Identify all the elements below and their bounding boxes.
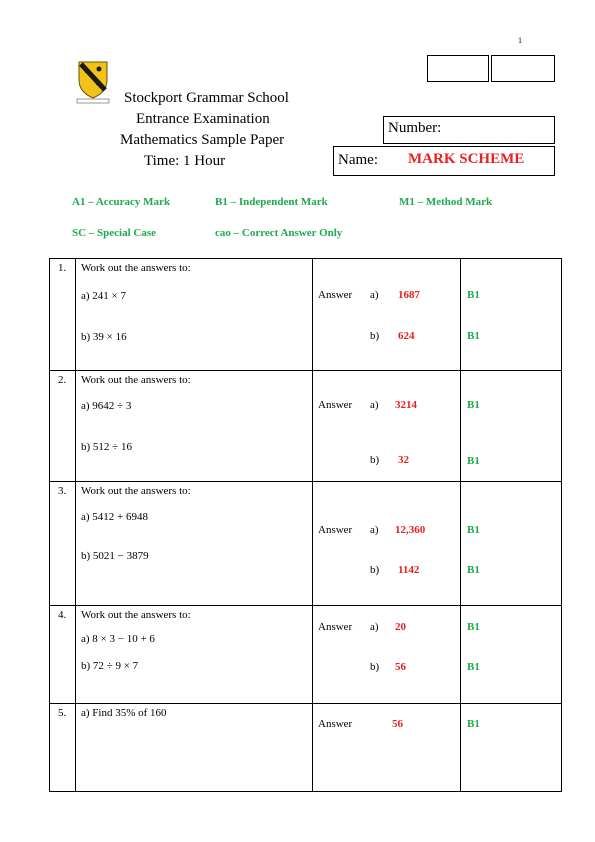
question-number: 5. (58, 707, 67, 719)
question-part: a) 8 × 3 − 10 + 6 (81, 633, 155, 645)
school-name: Stockport Grammar School (124, 90, 289, 106)
question-part: b) 39 × 16 (81, 331, 127, 343)
key-special-case: SC – Special Case (72, 227, 157, 239)
question-prompt: Work out the answers to: (81, 609, 191, 621)
name-field (333, 146, 555, 176)
answer-value: 1687 (398, 289, 420, 301)
page-number: 1 (518, 36, 522, 45)
paper-title: Mathematics Sample Paper (120, 132, 285, 148)
part-label: b) (370, 564, 380, 576)
mark-value: B1 (467, 330, 480, 342)
mark-value: B1 (467, 289, 480, 301)
answer-value: 20 (395, 621, 406, 633)
question-part: a) 9642 ÷ 3 (81, 400, 132, 412)
answer-word: Answer (318, 718, 353, 730)
name-value: MARK SCHEME (408, 151, 525, 167)
school-crest-logo (76, 60, 110, 104)
question-part: b) 5021 − 3879 (81, 550, 149, 562)
question-row (50, 371, 562, 482)
mark-value: B1 (467, 621, 480, 633)
answer-word: Answer (318, 524, 353, 536)
mark-value: B1 (467, 399, 480, 411)
mark-value: B1 (467, 524, 480, 536)
key-independent-mark: B1 – Independent Mark (215, 196, 328, 208)
answer-value: 12,360 (395, 524, 426, 536)
question-row (50, 482, 562, 606)
question-row (50, 704, 562, 792)
part-label: a) (370, 621, 379, 633)
question-part: b) 512 ÷ 16 (81, 441, 132, 453)
name-label: Name: (338, 152, 378, 168)
number-field (383, 116, 555, 144)
part-label: a) (370, 289, 379, 301)
part-label: b) (370, 661, 380, 673)
exam-title: Entrance Examination (136, 111, 270, 127)
mark-value: B1 (467, 564, 480, 576)
answer-value: 1142 (398, 564, 420, 576)
key-correct-answer-only: cao – Correct Answer Only (215, 227, 343, 239)
question-part: a) 241 × 7 (81, 290, 126, 302)
mark-value: B1 (467, 718, 480, 730)
question-prompt: Work out the answers to: (81, 485, 191, 497)
question-prompt: Work out the answers to: (81, 262, 191, 274)
mark-value: B1 (467, 661, 480, 673)
answer-word: Answer (318, 289, 353, 301)
part-label: a) (370, 524, 379, 536)
answer-value: 56 (392, 718, 403, 730)
question-prompt: a) Find 35% of 160 (81, 707, 167, 719)
part-label: b) (370, 454, 380, 466)
candidate-box-left (427, 55, 489, 82)
questions-table (49, 258, 562, 792)
question-row (50, 259, 562, 371)
part-label: b) (370, 330, 380, 342)
answer-word: Answer (318, 399, 353, 411)
answer-value: 3214 (395, 399, 417, 411)
part-label: a) (370, 399, 379, 411)
answer-word: Answer (318, 621, 353, 633)
number-label: Number: (388, 120, 442, 136)
answer-value: 32 (398, 454, 409, 466)
question-part: a) 5412 + 6948 (81, 511, 148, 523)
candidate-box-right (491, 55, 555, 82)
key-method-mark: M1 – Method Mark (399, 196, 493, 208)
answer-value: 56 (395, 661, 406, 673)
question-number: 4. (58, 609, 67, 621)
key-accuracy-mark: A1 – Accuracy Mark (72, 196, 171, 208)
time-limit: Time: 1 Hour (144, 153, 226, 169)
mark-value: B1 (467, 455, 480, 467)
question-part: b) 72 ÷ 9 × 7 (81, 660, 139, 672)
question-row (50, 606, 562, 704)
question-number: 3. (58, 485, 67, 497)
question-number: 2. (58, 374, 67, 386)
question-prompt: Work out the answers to: (81, 374, 191, 386)
answer-value: 624 (398, 330, 415, 342)
question-number: 1. (58, 262, 67, 274)
